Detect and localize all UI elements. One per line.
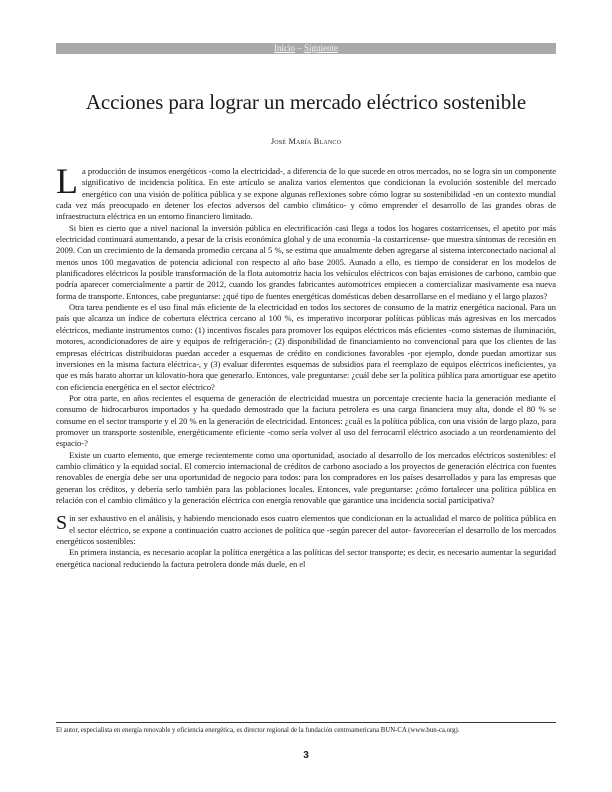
paragraph-7: En primera instancia, es necesario acoplar la política energética a las políticas del sector transporte; es decir, es necesario aumentar la seguridad energética nacional reduciendo la factura petrolera donde más duele, en el <box>56 547 556 569</box>
nav-separator: – <box>295 43 304 53</box>
article-body <box>56 161 556 570</box>
paragraph-4: Por otra parte, en años recientes el esquema de generación de electricidad muestra un porcentaje creciente hacia la generación mediante el consumo de hidrocarburos importados y ha quedado demostrado que la factura petrolera es una carga financiera muy alta, donde el 80 % se consume en el sector transporte y el 20 % en la generación de electricidad. Entonces: ¿cuál es la política pública, con una visión de largo plazo, para promover un transporte sostenible, energéticamente eficiente -como sería volver al uso del ferrocarril eléctrico asociado a un reordenamiento del espacio-? <box>56 392 556 449</box>
paragraph-2: Si bien es cierto que a nivel nacional la inversión pública en electrificación casi llega a todos los hogares costarricenses, el apetito por más electricidad continuará aumentando, a pesar de la crisis económica global y de una economía -la costarricense- que muestra síntomas de recesión en 2009. Con un crecimiento de la demanda promedio cercana al 5 %, se estima que anualmente deben agregarse al sistema interconectado nacional al menos unos 100 megavatios de potencia adicional con respecto al año base 2005. Aunado a ello, es tiempo de considerar en los modelos de planificadores eléctricos la posible transformación de la flota automotriz hacia los vehículos eléctricos con bajas emisiones de carbono, cambio que podría aparecer comercialmente a partir de 2012, cuando los grandes fabricantes automotrices empiecen a comercializar masivamente esa nueva forma de transporte. Entonces, cabe preguntarse: ¿qué tipo de fuentes energéticas domésticas deben desarrollarse en el mediano y el largo plazos? <box>56 222 556 301</box>
page-number: 3 <box>303 750 309 761</box>
paragraph-6 <box>56 513 556 547</box>
drop-cap: S <box>56 512 68 535</box>
nav-link-inicio[interactable]: Inicio <box>274 43 295 53</box>
paragraph-text: in ser exhaustivo en el análisis, y habiendo mencionado esos cuatro elementos que condicionan en la actualidad el marco de política pública en el sector eléctrico, se expone a continuación cuatro acciones de política que -según parecer del autor- favorecerían el desarrollo de los mercados energéticos sostenibles: <box>56 513 556 546</box>
paragraph-text: a producción de insumos energéticos -como la electricidad-, a diferencia de lo que sucede en otros mercados, no se logra sin un componente significativo de incidencia política. En este artículo se analiza varios elementos que condicionan la evolución sostenible del mercado energético con una visión de política pública y se expone algunas reflexiones sobre cómo lograr su sostenibilidad -en un contexto mundial cada vez más preocupado en detener los efectos adversos del cambio climático- y cómo emprender el desarrollo de las grandes obras de infraestructura eléctrica en un entorno financiero limitado. <box>56 166 556 222</box>
paragraph-1 <box>56 161 556 223</box>
footnote: El autor, especialista en energía renovable y eficiencia energética, es director regional de la fundación centroamericana BUN-CA (www.bun-ca.org). <box>56 722 556 735</box>
drop-cap: L <box>56 161 78 201</box>
author-name: José María Blanco <box>270 137 342 146</box>
paragraph-5: Existe un cuarto elemento, que emerge recientemente como una oportunidad, asociado al desarrollo de los mercados eléctricos sostenibles: el cambio climático y la equidad social. El comercio internacional de créditos de carbono asociado a los proyectos de generación eléctrica con fuentes renovables de energía debe ser una oportunidad de negocio para todos: para los compradores en los países desarrollados y para las empresas que generan los créditos, y debería serlo también para las poblaciones locales. Entonces, vale preguntarse: ¿cómo fortalecer una política pública en relación con el cambio climático y la generación eléctrica con energía renovable que garantice una incidencia social participativa? <box>56 449 556 505</box>
nav-link-siguiente[interactable]: Siguiente <box>304 43 338 53</box>
article-title: Acciones para lograr un mercado eléctrico sostenible <box>85 90 527 114</box>
nav-bar <box>56 43 556 54</box>
paragraph-3: Otra tarea pendiente es el uso final más eficiente de la electricidad en todos los sectores de consumo de la matriz energética nacional. Para un país que alcanza un índice de cobertura eléctrica cercano al 100 %, es imperativo incorporar políticas públicas más agresivas en los mercados eléctricos, mediante instrumentos como: (1) incentivos fiscales para promover los equipos eléctricos más eficientes -como sistemas de iluminación, motores, acondicionadores de aire y equipos de refrigeración-; (2) disponibilidad de financiamiento no convencional para que los clientes de las empresas eléctricas distribuidoras puedan acceder a esquemas de crédito en condiciones favorables -por ejemplo, donde puedan amortizar sus inversiones en la misma factura eléctrica-, y (3) evaluar diferentes esquemas de subsidios para el reemplazo de equipos eléctricos ineficientes, ya que es más barato ahorrar un kilovatio-hora que generarlo. Entonces, vale preguntarse: ¿cuál debe ser la política pública para amortiguar ese apetito con eficiencia energética en el sector eléctrico? <box>56 302 556 392</box>
